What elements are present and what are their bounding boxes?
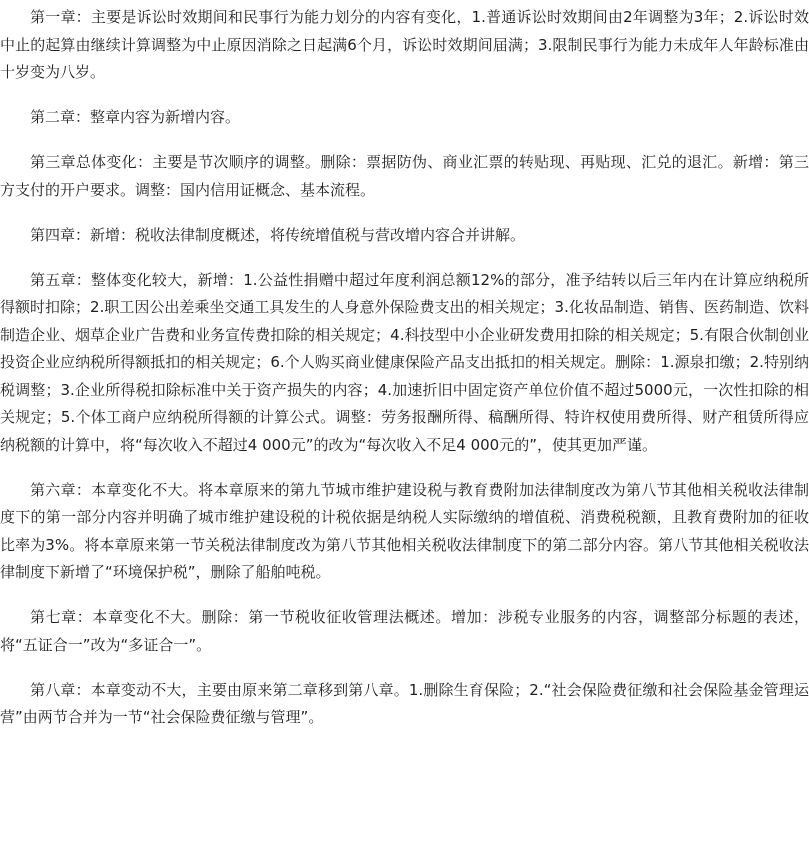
paragraph-chapter-1: 第一章：主要是诉讼时效期间和民事行为能力划分的内容有变化，1.普通诉讼时效期间由2年调整为3年；2.诉讼时效中止的起算由继续计算调整为中止原因消除之日起满6个月，诉讼时效期间届满；3.限制民事行为能力未成年人年龄标准由十岁变为八岁。: [0, 8, 809, 81]
paragraph-chapter-8: 第八章：本章变动不大，主要由原来第二章移到第八章。1.删除生育保险；2.“社会保险费征缴和社会保险基金管理运营”由两节合并为一节“社会保险费征缴与管理”。: [0, 680, 809, 726]
paragraph-chapter-2: 第二章：整章内容为新增内容。: [30, 108, 241, 126]
paragraph-chapter-3: 第三章总体变化：主要是节次顺序的调整。删除：票据防伪、商业汇票的转贴现、再贴现、汇兑的退汇。新增：第三方支付的开户要求。调整：国内信用证概念、基本流程。: [0, 153, 809, 199]
paragraph-chapter-6: 第六章：本章变化不大。将本章原来的第九节城市维护建设税与教育费附加法律制度改为第八节其他相关税收法律制度下的第一部分内容并明确了城市维护建设税的计税依据是纳税人实际缴纳的增值税、消费税税额，且教育费附加的征收比率为3%。将本章原来第一节关税法律制度改为第八节其他相关税收法律制度下的第二部分内容。第八节其他相关税收法律制度下新增了“环境保护税”，删除了船舶吨税。: [0, 480, 809, 581]
paragraph-chapter-4: 第四章：新增：税收法律制度概述，将传统增值税与营改增内容合并讲解。: [30, 225, 526, 244]
paragraph-chapter-7: 第七章：本章变化不大。删除：第一节税收征收管理法概述。增加：涉税专业服务的内容，调整部分标题的表述，将“五证合一”改为“多证合一”。: [0, 608, 809, 654]
paragraph-chapter-5: 第五章：整体变化较大，新增：1.公益性捐赠中超过年度利润总额12%的部分，准予结转以后三年内在计算应纳税所得额时扣除；2.职工因公出差乘坐交通工具发生的人身意外保险费支出的相关规定；3.化妆品制造、销售、医药制造、饮料制造企业、烟草企业广告费和业务宣传费扣除的相关规定；4.科技型中小企业研发费用扣除的相关规定；5.有限合伙制创业投资企业应纳税所得额抵扣的相关规定；6.个人购买商业健康保险产品支出抵扣的相关规定。删除：1.源泉扣缴；2.特别纳税调整；3.企业所得税扣除标准中关于资产损失的内容；4.加速折旧中固定资产单位价值不超过5000元，一次性扣除的相关规定；5.个体工商户应纳税所得额的计算公式。调整：劳务报酬所得、稿酬所得、特许权使用费所得、财产租赁所得应纳税额的计算中，将“每次收入不超过4 000元”的改为“每次收入不足4 000元的”，使其更加严谨。: [0, 270, 809, 454]
